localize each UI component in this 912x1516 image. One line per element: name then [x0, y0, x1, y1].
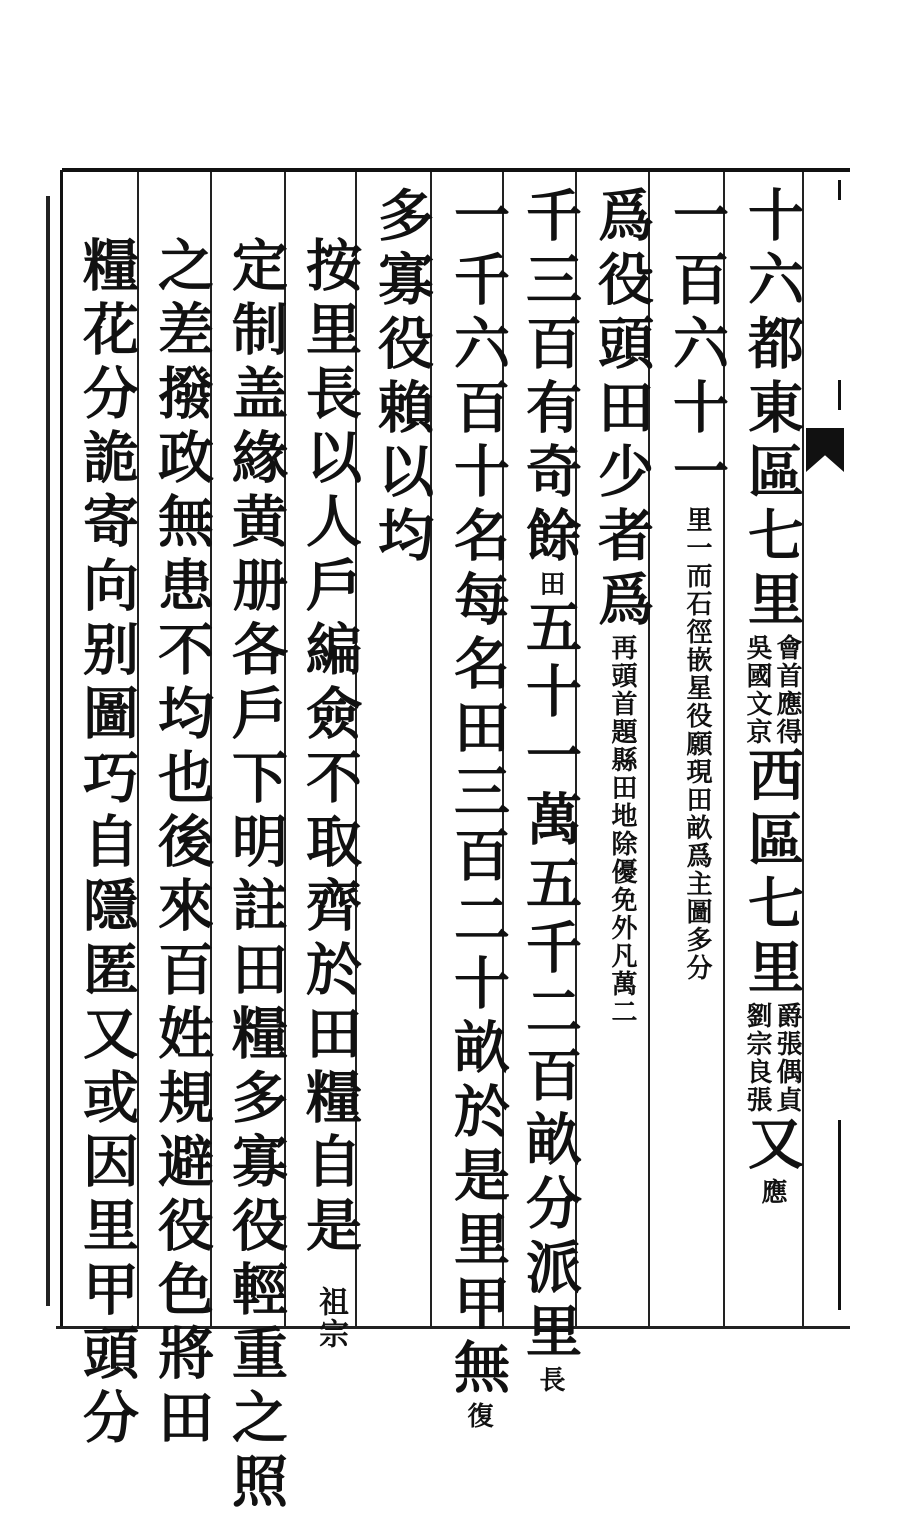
- edge-mark: [838, 380, 841, 410]
- annotation-text: 復: [463, 1402, 493, 1430]
- main-text: 一千六百十名每名田三百二十畝於是里甲無: [445, 186, 511, 1402]
- annotation-text: 應: [757, 1178, 787, 1206]
- text-column-6: [370, 186, 434, 570]
- main-text: 又: [739, 1114, 805, 1178]
- edge-mark: [838, 180, 841, 200]
- annotation-text: 里一而石徑嵌星役願現田畝爲主圖多分: [682, 506, 712, 982]
- annotation-text: 田: [535, 570, 565, 598]
- text-column-10: [75, 236, 139, 1452]
- text-column-3: [590, 186, 654, 1026]
- main-text: 爲役頭田少者爲: [589, 186, 655, 634]
- text-column-5: [446, 186, 510, 1430]
- annotation-text: 爵張偶貞: [772, 1002, 802, 1114]
- annotation-text: 吳國文京: [742, 634, 772, 746]
- main-text: 多寡役賴以均: [369, 186, 435, 570]
- annotation-text: 再頭首題縣田地除優免外凡萬二: [607, 634, 637, 1026]
- text-column-2: [665, 186, 729, 982]
- annotation-text: 劉宗良張: [742, 1002, 772, 1114]
- main-text: 一百六十一: [664, 186, 730, 506]
- text-column-4: [518, 186, 582, 1394]
- main-text: 西區七里: [739, 746, 805, 1002]
- text-column-1: [740, 186, 804, 1206]
- main-text: 定制盖緣黄册各戶下明註田糧多寡役輕重之照: [223, 236, 289, 1516]
- annotation-text: 長: [535, 1366, 565, 1394]
- text-column-9: [150, 236, 214, 1452]
- annotation-pair: [743, 634, 801, 746]
- fish-tail-mark: [806, 428, 844, 472]
- frame-left-inner-border: [60, 170, 63, 1326]
- frame-top-border: [62, 168, 850, 172]
- main-text: 祖宗: [313, 1286, 348, 1350]
- text-column-8: [224, 236, 288, 1516]
- main-text: 千三百有奇餘: [517, 186, 583, 570]
- main-text: 之差撥政無患不均也後來百姓規避役色將田: [149, 236, 215, 1452]
- main-text: 按里長以人戶編僉不取齊於田糧自是: [297, 236, 363, 1260]
- edge-mark: [838, 1120, 841, 1310]
- text-column-7: [298, 236, 362, 1350]
- main-text: 五十一萬五千二百畝分派里: [517, 598, 583, 1366]
- annotation-pair: [743, 1002, 801, 1114]
- frame-left-outer-border: [46, 196, 50, 1306]
- main-text: 十六都東區七里: [739, 186, 805, 634]
- annotation-text: 會首應得: [772, 634, 802, 746]
- main-text: 糧花分詭寄向别圖巧自隱匿又或因里甲頭分: [74, 236, 140, 1452]
